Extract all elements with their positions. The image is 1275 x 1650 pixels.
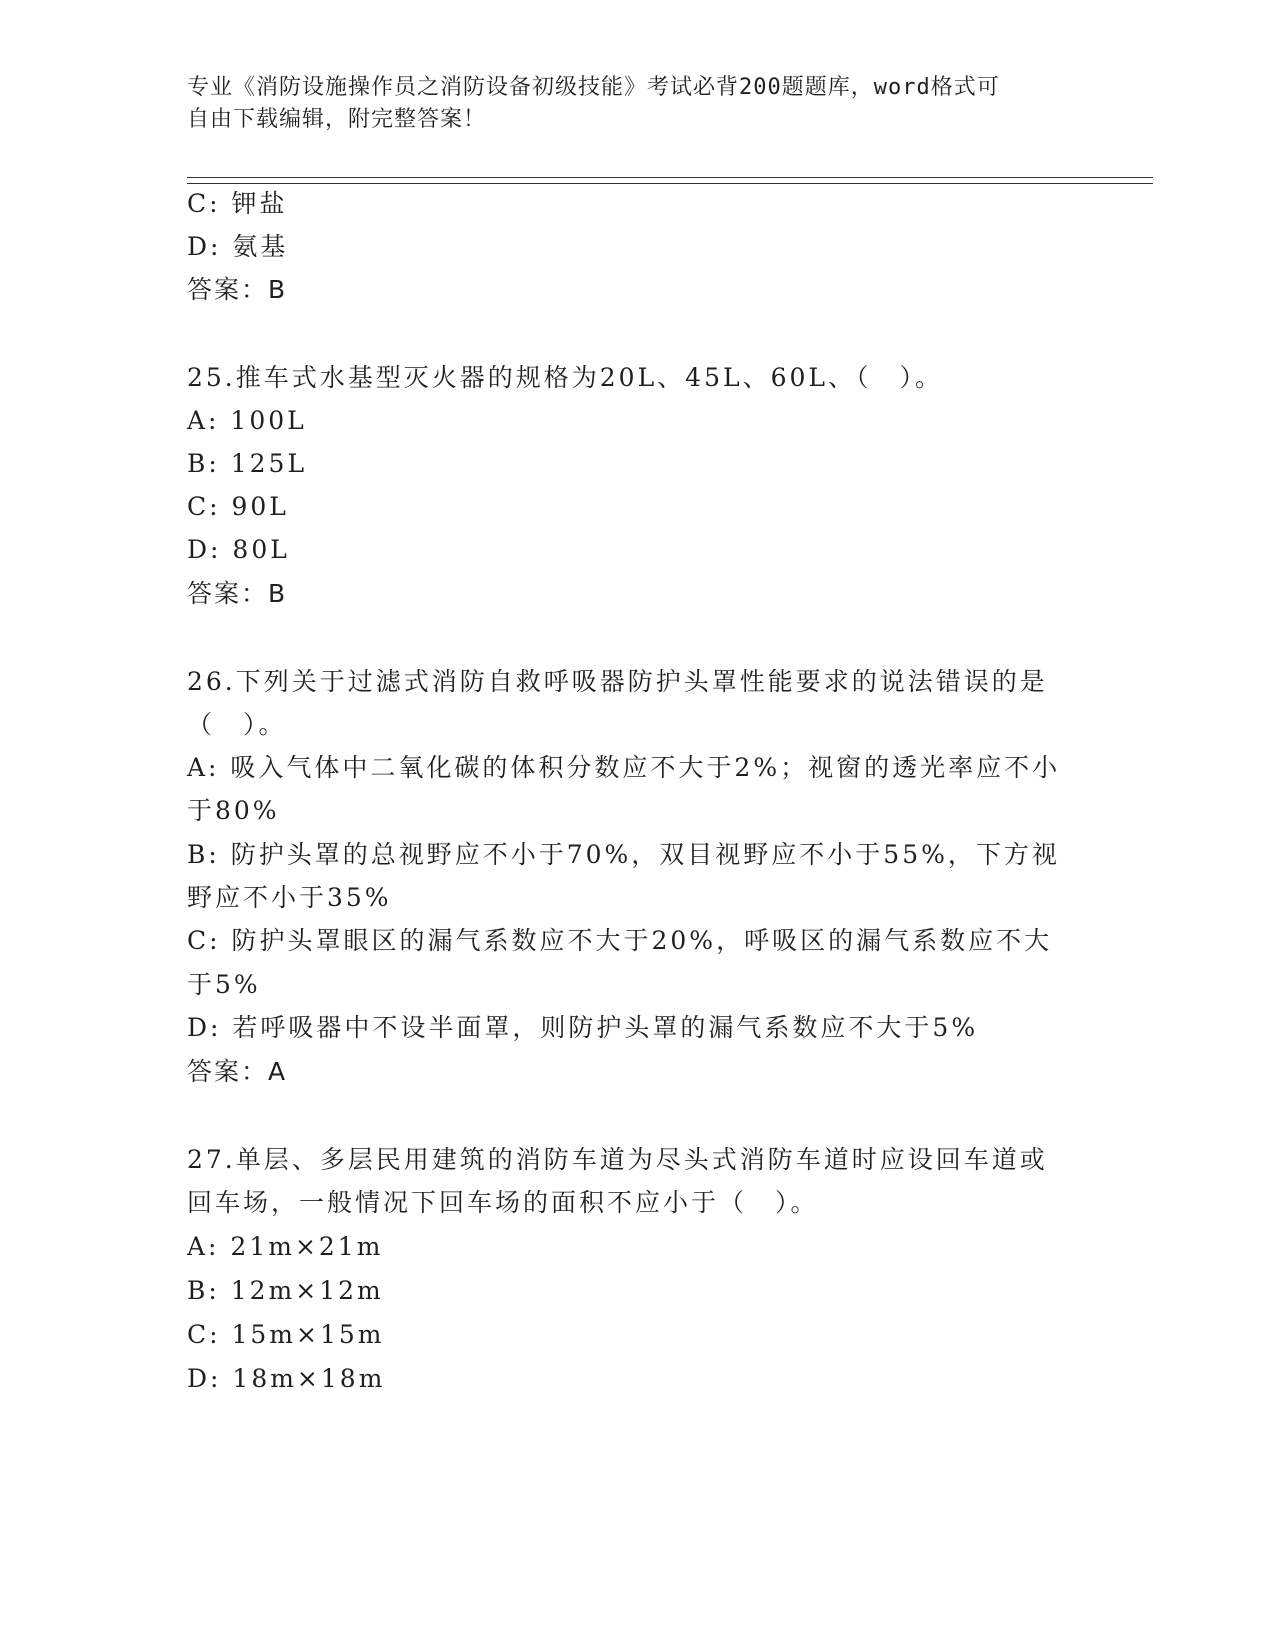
q25-option-b: B: 125L — [187, 449, 308, 478]
q26-option-b-line-2: 野应不小于35% — [187, 883, 392, 912]
q25-option-c: C: 90L — [187, 492, 289, 521]
q26-stem-line-1: 26.下列关于过滤式消防自救呼吸器防护头罩性能要求的说法错误的是 — [187, 667, 1048, 696]
q26-option-c-line-2: 于5% — [187, 970, 261, 999]
q27-stem-line-2: 回车场，一般情况下回车场的面积不应小于（ ）。 — [187, 1188, 819, 1217]
q24-answer: 答案：B — [187, 275, 288, 304]
q27-option-a: A: 21m×21m — [187, 1232, 384, 1261]
q27-option-d: D: 18m×18m — [187, 1364, 386, 1393]
q25-option-a: A: 100L — [187, 406, 307, 435]
q25-option-d: D: 80L — [187, 535, 290, 564]
page-header — [187, 72, 1067, 136]
q24-option-c: C: 钾盐 — [187, 189, 288, 218]
q26-option-a-line-1: A: 吸入气体中二氧化碳的体积分数应不大于2%；视窗的透光率应不小 — [187, 753, 1061, 782]
q26-option-a-line-2: 于80% — [187, 796, 280, 825]
q26-stem-line-2: （ ）。 — [187, 710, 287, 739]
header-line-1: 专业《消防设施操作员之消防设备初级技能》考试必背200题题库，word格式可 — [187, 75, 1000, 100]
q26-option-d: D: 若呼吸器中不设半面罩，则防护头罩的漏气系数应不大于5% — [187, 1013, 979, 1042]
q27-stem-line-1: 27.单层、多层民用建筑的消防车道为尽头式消防车道时应设回车道或 — [187, 1145, 1048, 1174]
header-line-2: 自由下载编辑，附完整答案！ — [187, 107, 487, 132]
q25-stem: 25.推车式水基型灭火器的规格为20L、45L、60L、（ ）。 — [187, 363, 943, 392]
q27-option-c: C: 15m×15m — [187, 1320, 385, 1349]
header-divider — [187, 177, 1153, 184]
q26-option-b-line-1: B: 防护头罩的总视野应不小于70%，双目视野应不小于55%，下方视 — [187, 840, 1060, 869]
q24-option-d: D: 氨基 — [187, 232, 289, 261]
q26-answer: 答案：A — [187, 1057, 288, 1086]
q26-option-c-line-1: C: 防护头罩眼区的漏气系数应不大于20%，呼吸区的漏气系数应不大 — [187, 926, 1053, 955]
q27-option-b: B: 12m×12m — [187, 1276, 384, 1305]
q25-answer: 答案：B — [187, 579, 288, 608]
